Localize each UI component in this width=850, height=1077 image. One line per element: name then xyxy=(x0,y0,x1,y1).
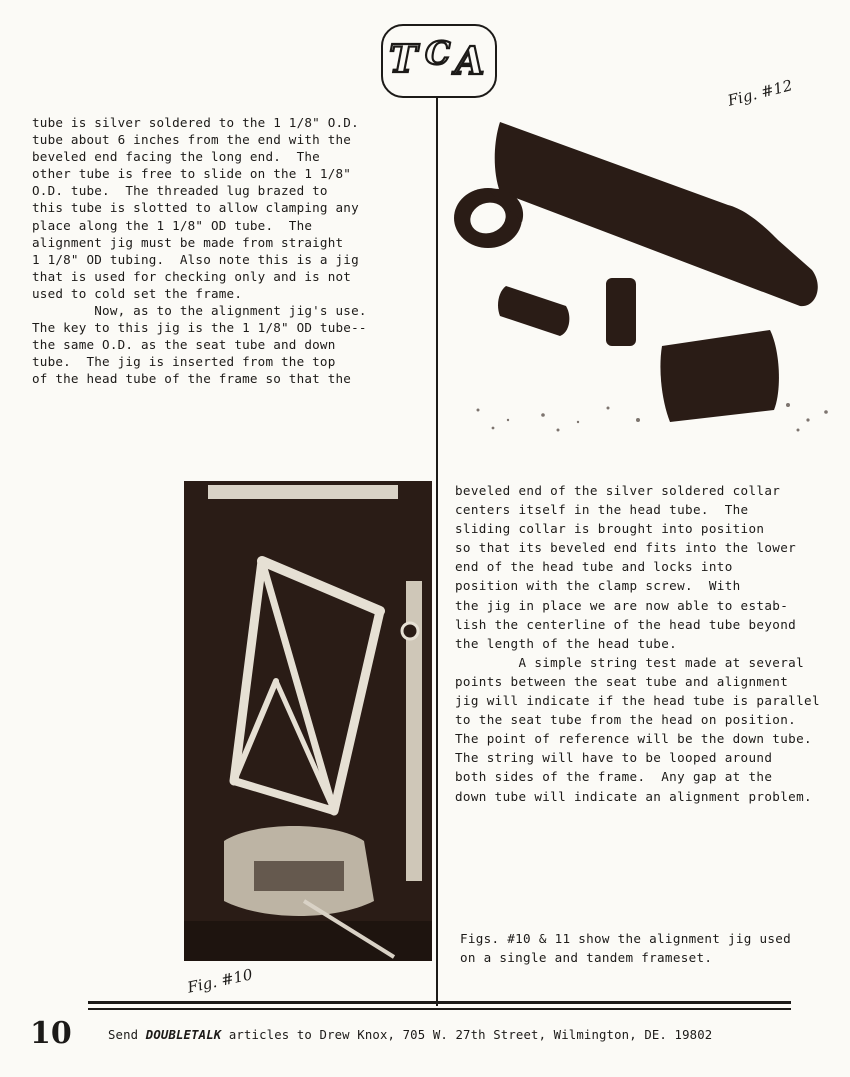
text-line: lish the centerline of the head tube beyond xyxy=(455,616,797,632)
text-line: sliding collar is brought into position xyxy=(455,521,765,537)
text-line: the same O.D. as the seat tube and down xyxy=(32,337,336,353)
figure-12-label: Fig. #12 xyxy=(725,76,795,110)
footer-rule-top xyxy=(88,1001,791,1004)
text-line: so that its beveled end fits into the lower xyxy=(455,540,797,556)
figure-10-photo xyxy=(184,481,432,961)
text-line: position with the clamp screw. With xyxy=(455,578,741,594)
text-line: end of the head tube and locks into xyxy=(455,559,733,575)
text-line: O.D. tube. The threaded lug brazed to xyxy=(32,183,328,199)
footer-publication-name: DOUBLETALK xyxy=(145,1028,222,1042)
text-line: A simple string test made at several xyxy=(455,654,805,670)
footer-text-after: articles to Drew Knox, 705 W. 27th Street, Wilmington, DE. 19802 xyxy=(221,1028,713,1042)
caption-line: Figs. #10 & 11 show the alignment jig used xyxy=(460,931,792,946)
page-number: 10 xyxy=(30,1016,72,1051)
text-line: tube. The jig is inserted from the top xyxy=(32,354,336,370)
text-line: The key to this jig is the 1 1/8" OD tube-- xyxy=(32,320,367,336)
text-line: beveled end facing the long end. The xyxy=(32,149,320,165)
text-line: of the head tube of the frame so that the xyxy=(32,371,352,387)
figure-12-photo xyxy=(448,110,848,440)
text-line: other tube is free to slide on the 1 1/8" xyxy=(32,166,352,182)
tca-logo xyxy=(381,24,497,98)
text-line: points between the seat tube and alignment xyxy=(455,673,789,689)
text-line: that is used for checking only and is not xyxy=(32,268,352,284)
footer-text xyxy=(108,1028,712,1042)
text-line: place along the 1 1/8" OD tube. The xyxy=(32,217,313,233)
text-line: The point of reference will be the down tube. xyxy=(455,731,812,747)
logo-letter-a: A xyxy=(455,38,485,83)
text-line: down tube will indicate an alignment problem. xyxy=(455,788,812,804)
text-line: 1 1/8" OD tubing. Also note this is a jig xyxy=(32,251,359,267)
text-line: the length of the head tube. xyxy=(455,635,678,651)
text-line: tube is silver soldered to the 1 1/8" O.D. xyxy=(32,115,359,130)
text-line: The string will have to be looped around xyxy=(455,750,773,766)
text-line: tube about 6 inches from the end with the xyxy=(32,132,352,148)
text-line: jig will indicate if the head tube is parallel xyxy=(455,693,820,709)
text-line: both sides of the frame. Any gap at the xyxy=(455,769,773,785)
figure-caption xyxy=(460,929,791,967)
footer-text-before: Send xyxy=(108,1028,146,1042)
caption-line: on a single and tandem frameset. xyxy=(460,950,713,965)
text-line: centers itself in the head tube. The xyxy=(455,502,749,518)
text-line: the jig in place we are now able to estab- xyxy=(455,597,789,613)
column-divider xyxy=(436,96,438,1006)
text-line: beveled end of the silver soldered collar xyxy=(455,483,781,498)
figure-10-label: Fig. #10 xyxy=(185,965,255,997)
text-line: alignment jig must be made from straight xyxy=(32,234,344,250)
footer-rule-bottom xyxy=(88,1008,791,1010)
logo-letter-t: T xyxy=(389,36,418,81)
right-column-text xyxy=(455,481,820,806)
text-line: this tube is slotted to allow clamping any xyxy=(32,200,359,216)
logo-letter-c: C xyxy=(425,34,451,72)
left-column-text xyxy=(32,114,367,388)
text-line: Now, as to the alignment jig's use. xyxy=(32,303,367,319)
text-line: to the seat tube from the head on position. xyxy=(455,712,797,728)
text-line: used to cold set the frame. xyxy=(32,285,243,301)
